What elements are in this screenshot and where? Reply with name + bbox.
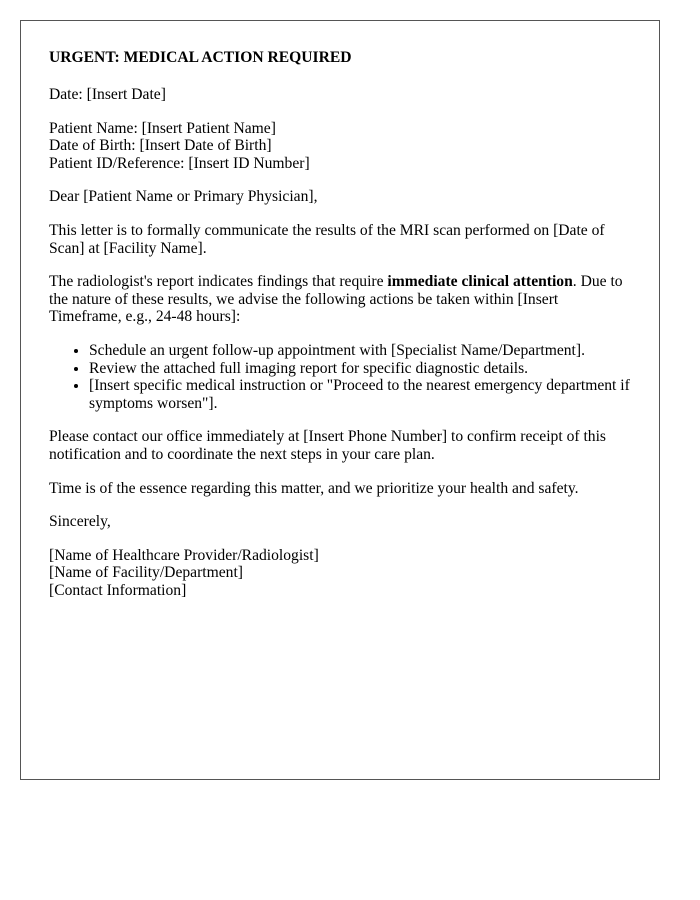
action-item: • Schedule an urgent follow-up appointment with [Specialist Name/Department]. bbox=[89, 342, 631, 360]
letter-title: URGENT: MEDICAL ACTION REQUIRED bbox=[49, 49, 352, 66]
date-line: Date: [Insert Date] bbox=[49, 86, 166, 103]
signature-provider: [Name of Healthcare Provider/Radiologist] bbox=[49, 546, 319, 564]
paragraph-intro: This letter is to formally communicate the results of the MRI scan performed on [Date of Scan] at [Facility Name]. bbox=[49, 221, 605, 257]
salutation: Dear [Patient Name or Primary Physician], bbox=[49, 188, 318, 206]
findings-text-before: The radiologist's report indicates findings that require bbox=[49, 273, 388, 291]
action-item: • [Insert specific medical instruction or "Proceed to the nearest emergency department if symptoms worsen"]. bbox=[89, 377, 631, 412]
patient-id: Patient ID/Reference: [Insert ID Number] bbox=[49, 154, 310, 172]
findings-text-after: . Due to the nature of these results, we advise the following actions be taken within [Insert Timeframe, e.g., 24-48 hours]: bbox=[49, 273, 623, 326]
paragraph-findings bbox=[49, 273, 631, 326]
action-item: • Review the attached full imaging report for specific diagnostic details. bbox=[89, 360, 631, 378]
paragraph-contact: Please contact our office immediately at [Insert Phone Number] to confirm receipt of this notification and to coordinate the next steps in your care plan. bbox=[49, 428, 607, 463]
letter bbox=[20, 20, 660, 780]
findings-emphasis: immediate clinical attention bbox=[387, 273, 573, 291]
signature-block bbox=[49, 547, 631, 600]
patient-name: Patient Name: [Insert Patient Name] bbox=[49, 119, 276, 137]
paragraph-urgency: Time is of the essence regarding this matter, and we prioritize your health and safety. bbox=[49, 479, 579, 497]
action-list bbox=[49, 342, 631, 412]
patient-info bbox=[49, 120, 631, 173]
patient-dob: Date of Birth: [Insert Date of Birth] bbox=[49, 137, 272, 155]
signature-facility: [Name of Facility/Department] bbox=[49, 564, 243, 582]
closing: Sincerely, bbox=[49, 513, 111, 531]
signature-contact: [Contact Information] bbox=[49, 581, 187, 599]
